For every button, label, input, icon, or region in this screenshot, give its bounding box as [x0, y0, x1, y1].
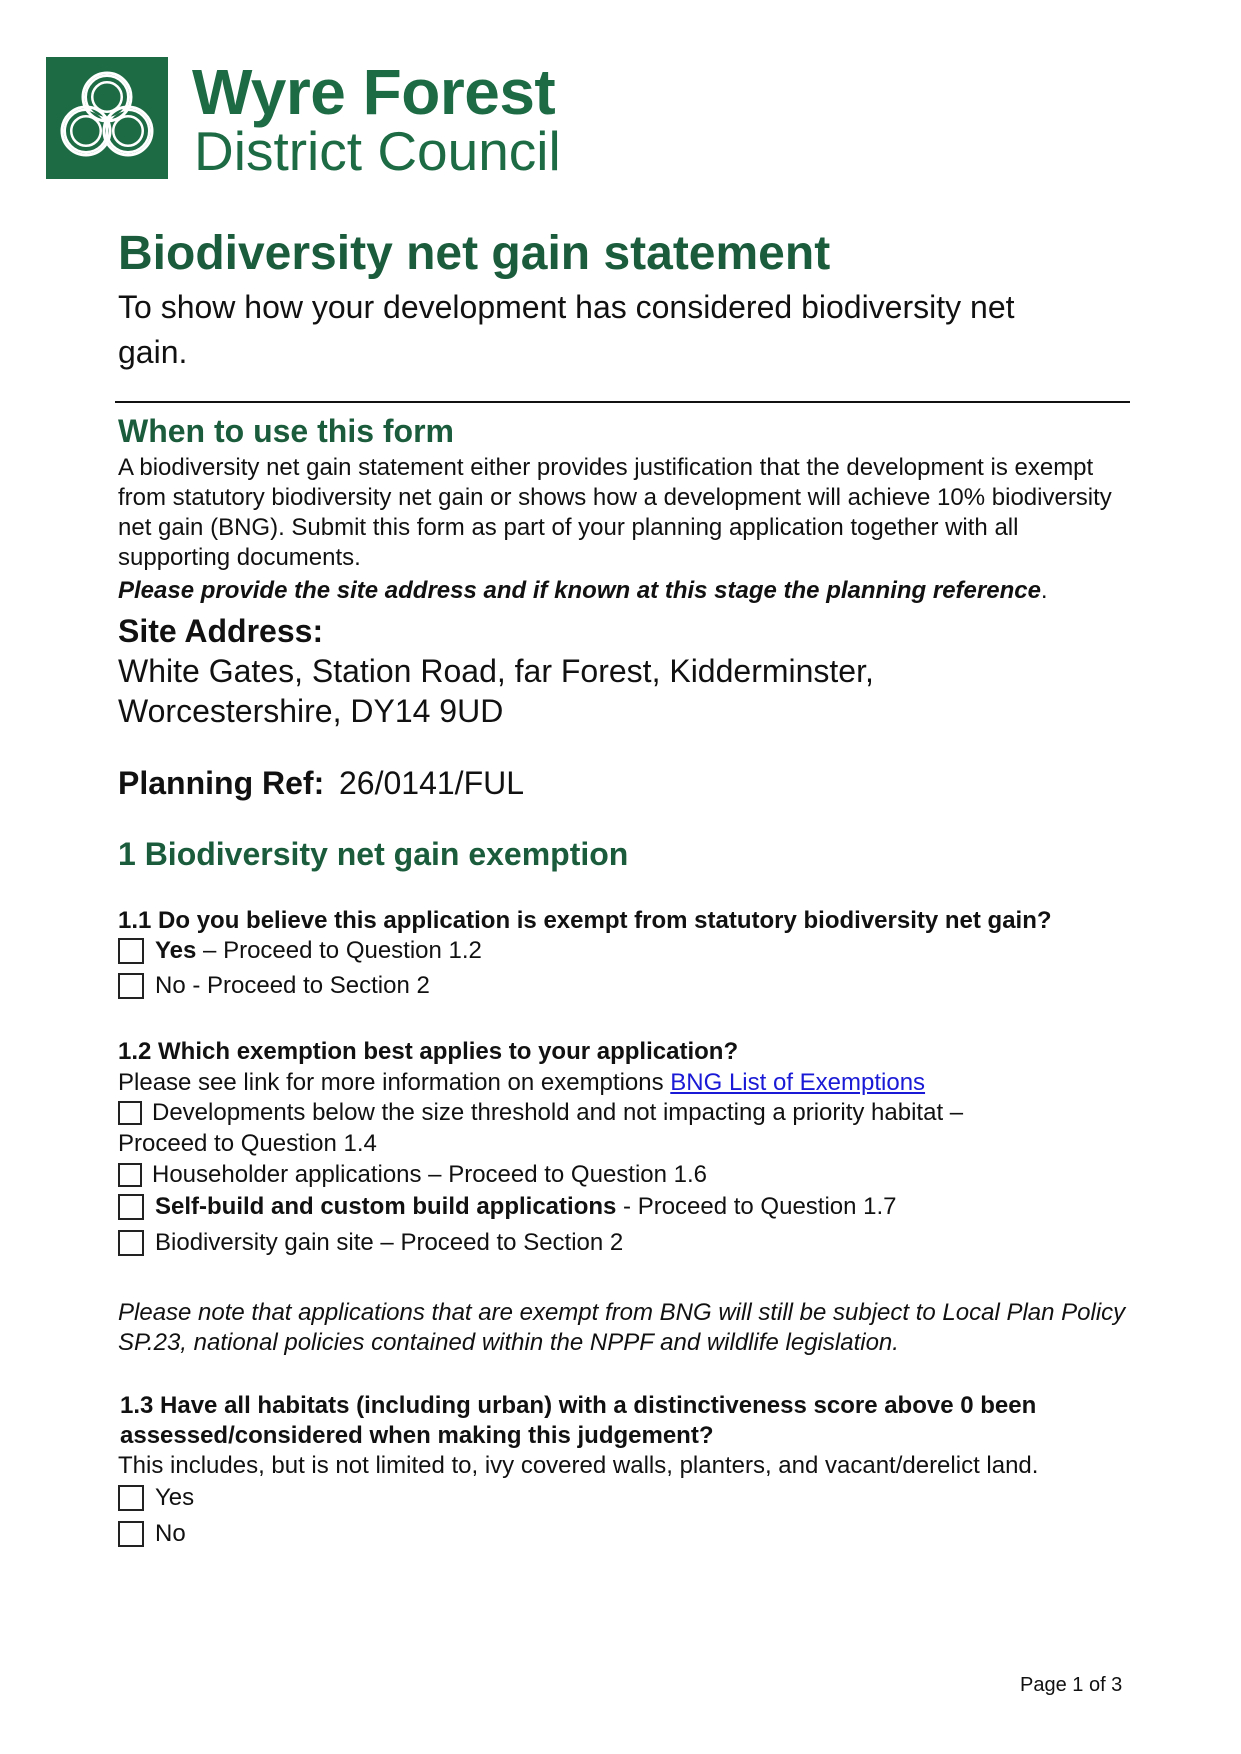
bng-exemptions-link[interactable]: BNG List of Exemptions	[670, 1069, 926, 1096]
q1-3-question-line2: assessed/considered when making this judgement?	[120, 1422, 714, 1449]
instruction-line	[118, 576, 1048, 606]
q1-1-no-checkbox[interactable]	[118, 973, 144, 999]
q1-2-opt2-label: Householder applications – Proceed to Question 1.6	[152, 1161, 708, 1188]
page-subtitle: To show how your development has considered biodiversity net gain.	[118, 289, 1015, 370]
q1-3-no-checkbox[interactable]	[118, 1521, 144, 1547]
site-address-value[interactable]: White Gates, Station Road, far Forest, Kidderminster, Worcestershire, DY14 9UD	[118, 653, 874, 729]
q1-2-opt4-label: Biodiversity gain site – Proceed to Section 2	[155, 1229, 624, 1256]
q1-3-detail: This includes, but is not limited to, ivy covered walls, planters, and vacant/derelict land.	[118, 1452, 1039, 1479]
q1-3-yes-checkbox[interactable]	[118, 1485, 144, 1511]
q1-3-no-label: No	[155, 1520, 186, 1547]
instruction-text: Please provide the site address and if known at this stage the planning reference	[118, 577, 1041, 604]
q1-2-opt4-checkbox[interactable]	[118, 1230, 144, 1256]
q1-1-question: 1.1 Do you believe this application is exempt from statutory biodiversity net gain?	[118, 907, 1052, 934]
q1-2-opt3-rest: - Proceed to Question 1.7	[616, 1193, 897, 1220]
q1-1-no-label: No - Proceed to Section 2	[155, 972, 430, 999]
divider	[115, 401, 1130, 403]
q1-1-yes-rest: – Proceed to Question 1.2	[196, 937, 482, 964]
section1-heading: 1 Biodiversity net gain exemption	[118, 836, 629, 872]
org-name-line1: Wyre Forest	[192, 56, 556, 128]
q1-2-opt1-label: Developments below the size threshold and not impacting a priority habitat –	[152, 1099, 964, 1126]
instruction-period: .	[1040, 577, 1048, 604]
q1-1-yes-label	[155, 936, 482, 966]
q1-2-opt3-bold: Self-build and custom build applications	[155, 1193, 617, 1220]
site-address-label: Site Address:	[118, 613, 324, 649]
when-paragraph: A biodiversity net gain statement either provides justification that the development is exempt from statutory biodiversity net gain or shows how a development will achieve 10% biodiversity net gain (BNG). Submit this form as part of your planning application together with all supporting documents.	[118, 454, 1112, 571]
q1-2-link-line	[118, 1068, 925, 1098]
trefoil-logo-icon	[46, 57, 168, 179]
org-name-line2: District Council	[194, 120, 561, 182]
when-heading: When to use this form	[118, 413, 454, 449]
exemption-note: Please note that applications that are exempt from BNG will still be subject to Local Plan Policy SP.23, national policies contained within the NPPF and wildlife legislation.	[118, 1299, 1126, 1356]
q1-3-question-line1: 1.3 Have all habitats (including urban) with a distinctiveness score above 0 been	[120, 1392, 1037, 1419]
q1-2-opt3-label	[155, 1192, 897, 1222]
q1-2-opt1-checkbox[interactable]	[118, 1101, 142, 1125]
q1-2-opt1-label-cont: Proceed to Question 1.4	[118, 1130, 377, 1157]
q1-1-yes-checkbox[interactable]	[118, 938, 144, 964]
q1-2-opt2-checkbox[interactable]	[118, 1163, 142, 1187]
council-logo	[46, 57, 168, 179]
q1-2-question: 1.2 Which exemption best applies to your application?	[118, 1038, 739, 1065]
planning-ref-label: Planning Ref:	[118, 765, 325, 801]
page-number: Page 1 of 3	[1020, 1674, 1123, 1696]
q1-1-yes-bold: Yes	[155, 937, 197, 964]
q1-3-yes-label: Yes	[155, 1484, 195, 1511]
q1-2-link-intro: Please see link for more information on exemptions	[118, 1069, 671, 1096]
q1-2-opt3-checkbox[interactable]	[118, 1194, 144, 1220]
planning-ref-value[interactable]: 26/0141/FUL	[339, 765, 525, 801]
page-title: Biodiversity net gain statement	[118, 227, 831, 280]
